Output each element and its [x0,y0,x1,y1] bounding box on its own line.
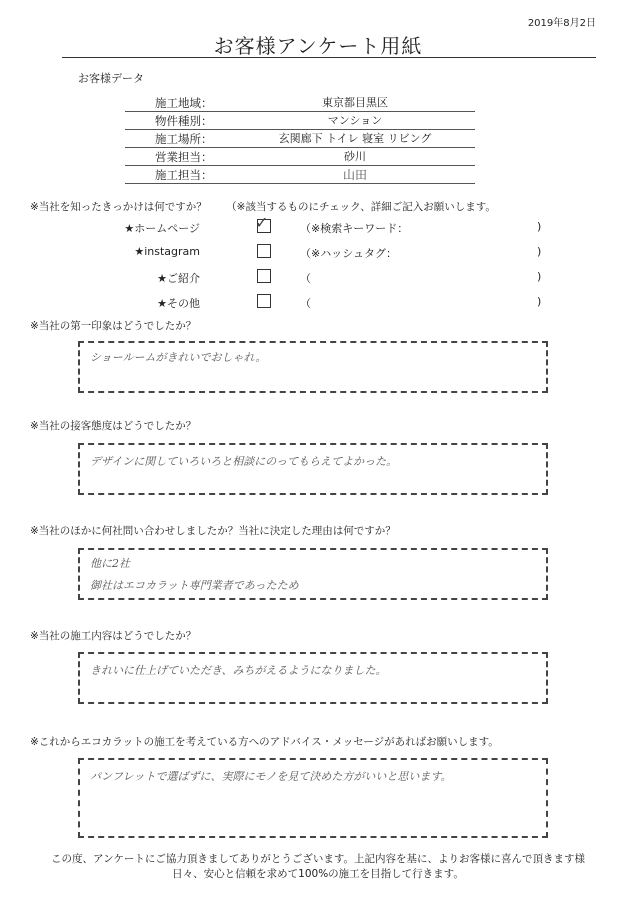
answer-box-service[interactable] [78,443,548,495]
handwritten-answer: きれいに仕上げていただき、みちがえるようになりました。 [90,664,387,677]
option-homepage [60,213,560,237]
info-label: 施工場所： [155,132,213,146]
handwritten-answer-line2: 御社はエコカラット専門業者であったため [90,579,299,592]
page-title: お客様アンケート用紙 [213,34,423,58]
footer-line-2: 日々、安心と信頼を求めて100%の施工を目指して行きます。 [172,868,464,880]
info-value-handwritten: 山田 [235,167,475,184]
title-underline [62,57,596,58]
handwritten-answer: パンフレットで選ばずに、実際にモノを見て決めた方がいいと思います。 [90,770,452,783]
info-value: 砂川 [235,149,475,166]
option-detail: （ [300,272,311,285]
question-advice: ※これからエコカラットの施工を考えている方へのアドバイス・メッセージがあればお願いします。 [30,736,499,748]
info-value: 東京都目黒区 [235,95,475,112]
info-value: 玄関廊下 トイレ 寝室 リビング [235,131,475,148]
question-first-impression: ※当社の第一印象はどうでしたか？ [30,320,197,332]
handwritten-answer-line1: 他に2社 [90,557,130,570]
option-close: ) [537,270,542,283]
info-label-underline [125,165,235,166]
answer-box-first-impression[interactable] [78,341,548,393]
customer-data-heading: お客様データ [78,72,144,85]
answer-box-comparison[interactable] [78,548,548,600]
option-label: ★ご紹介 [157,272,200,285]
check-mark-icon: ✓ [255,213,269,232]
info-row-sales-rep [125,149,475,166]
info-row-area [125,95,475,112]
info-label: 施工担当： [155,168,213,182]
info-row-location [125,131,475,148]
option-detail: （ [300,297,311,310]
option-other [60,292,560,312]
info-label: 施工地域： [155,96,213,110]
info-label-underline [125,147,235,148]
option-label: ★instagram [134,245,200,258]
info-label-underline [125,183,235,184]
info-row-installer [125,167,475,184]
option-close: ) [537,295,542,308]
checkbox[interactable] [257,269,271,283]
checkbox[interactable] [257,244,271,258]
info-label: 営業担当： [155,150,213,164]
handwritten-answer: ショールームがきれいでおしゃれ。 [90,351,267,364]
question-service: ※当社の接客態度はどうでしたか？ [30,420,197,432]
question-source [30,199,496,214]
answer-box-advice[interactable] [78,758,548,838]
option-close: ) [537,220,542,233]
footer-line-1: この度、アンケートにご協力頂きましてありがとうございます。上記内容を基に、よりお客様に喜んで頂きます様 [50,853,586,865]
handwritten-answer: デザインに関していろいろと相談にのってもらえてよかった。 [90,455,398,468]
option-instagram [60,242,560,262]
option-label: ★その他 [157,297,200,310]
question-comparison: ※当社のほかに何社問い合わせしましたか？当社に決定した理由は何ですか？ [30,525,396,537]
answer-box-work-quality[interactable] [78,652,548,704]
info-row-property-type [125,113,475,130]
option-detail: （※検索キーワード： [300,222,409,235]
question-instruction: （※該当するものにチェック、詳細ご記入お願いします。 [226,201,496,213]
option-detail: （※ハッシュタグ： [300,247,397,260]
question-text: ※当社を知ったきっかけは何ですか？ [30,201,207,213]
option-referral [60,267,560,287]
info-label-underline [125,111,235,112]
option-close: ) [537,245,542,258]
info-label: 物件種別： [155,114,213,128]
survey-date: 2019年8月2日 [527,18,596,29]
option-label: ★ホームページ [124,222,200,235]
info-label-underline [125,129,235,130]
info-value: マンション [235,113,475,130]
checkbox[interactable] [257,294,271,308]
question-work-quality: ※当社の施工内容はどうでしたか？ [30,630,197,642]
